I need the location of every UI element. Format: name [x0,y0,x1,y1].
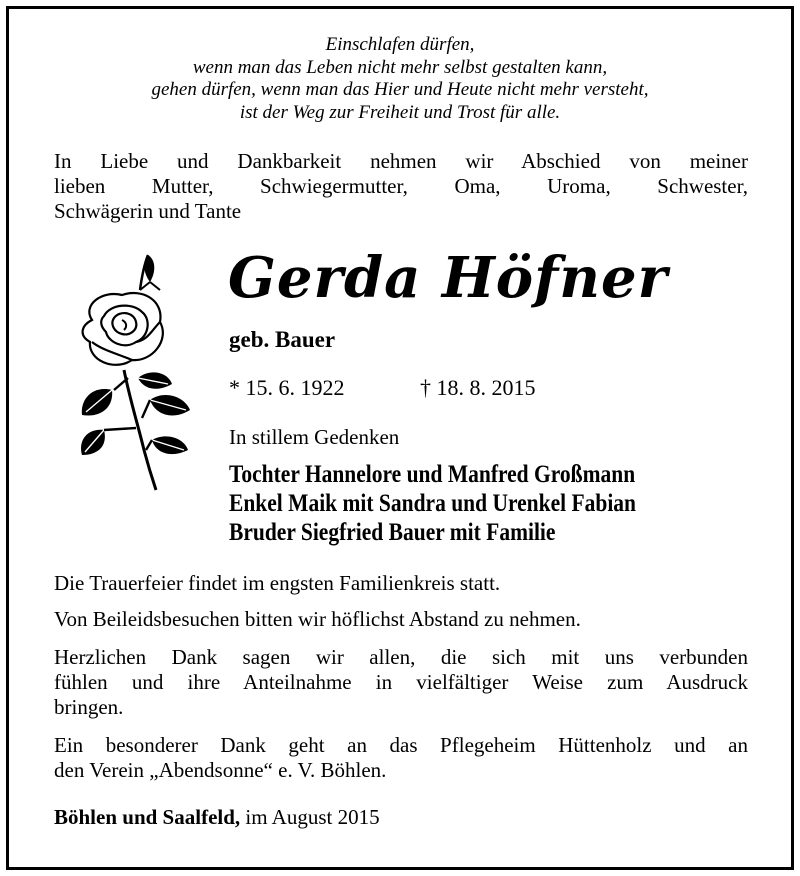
mourners-intro: In stillem Gedenken [229,425,400,449]
thanks-line: fühlen und ihre Anteilnahme in vielfältiger Weise zum Ausdruck [54,670,748,694]
thanks-line: Herzlichen Dank sagen wir allen, die sich mit uns verbunden [54,645,748,669]
mourners-list [229,460,636,547]
special-thanks-paragraph [54,733,748,783]
deceased-name: Gerda Höfner [228,245,669,311]
thanks-line: bringen. [54,695,124,719]
funeral-notice [54,571,748,596]
birth-date: * 15. 6. 1922 [229,375,345,400]
mourner-line: Tochter Hannelore und Manfred Großmann [229,461,636,488]
visits-notice [54,607,748,632]
mourner-line: Bruder Siegfried Bauer mit Familie [229,519,556,546]
poem [0,34,800,124]
poem-line: ist der Weg zur Freiheit und Trost für alle. [239,101,561,123]
intro-paragraph [54,149,748,224]
thanks-paragraph [54,645,748,720]
mourner-line: Enkel Maik mit Sandra und Urenkel Fabian [229,490,637,517]
intro-line: Schwägerin und Tante [54,199,242,223]
signature-date: im August 2015 [245,805,380,829]
special-thanks-line: den Verein „Abendsonne“ e. V. Böhlen. [54,758,387,782]
intro-line: In Liebe und Dankbarkeit nehmen wir Abschied von meiner [54,149,748,173]
poem-line: gehen dürfen, wenn man das Hier und Heute nicht mehr versteht, [151,79,649,100]
intro-line: lieben Mutter, Schwiegermutter, Oma, Uroma, Schwester, [54,174,748,198]
rose-illustration-icon [52,250,202,495]
signature-places: Böhlen und Saalfeld, [54,805,241,829]
special-thanks-line: Ein besonderer Dank geht an das Pflegeheim Hüttenholz und an [54,733,748,757]
life-dates [229,375,536,401]
visits-text: Von Beileidsbesuchen bitten wir höflichst Abstand zu nehmen. [54,607,581,631]
death-date: † 18. 8. 2015 [420,375,536,400]
poem-line: Einschlafen dürfen, [325,34,475,55]
birth-name: geb. Bauer [229,327,336,352]
funeral-text: Die Trauerfeier findet im engsten Familienkreis statt. [54,571,501,595]
poem-line: wenn man das Leben nicht mehr selbst gestalten kann, [192,56,608,78]
signature [54,805,380,830]
